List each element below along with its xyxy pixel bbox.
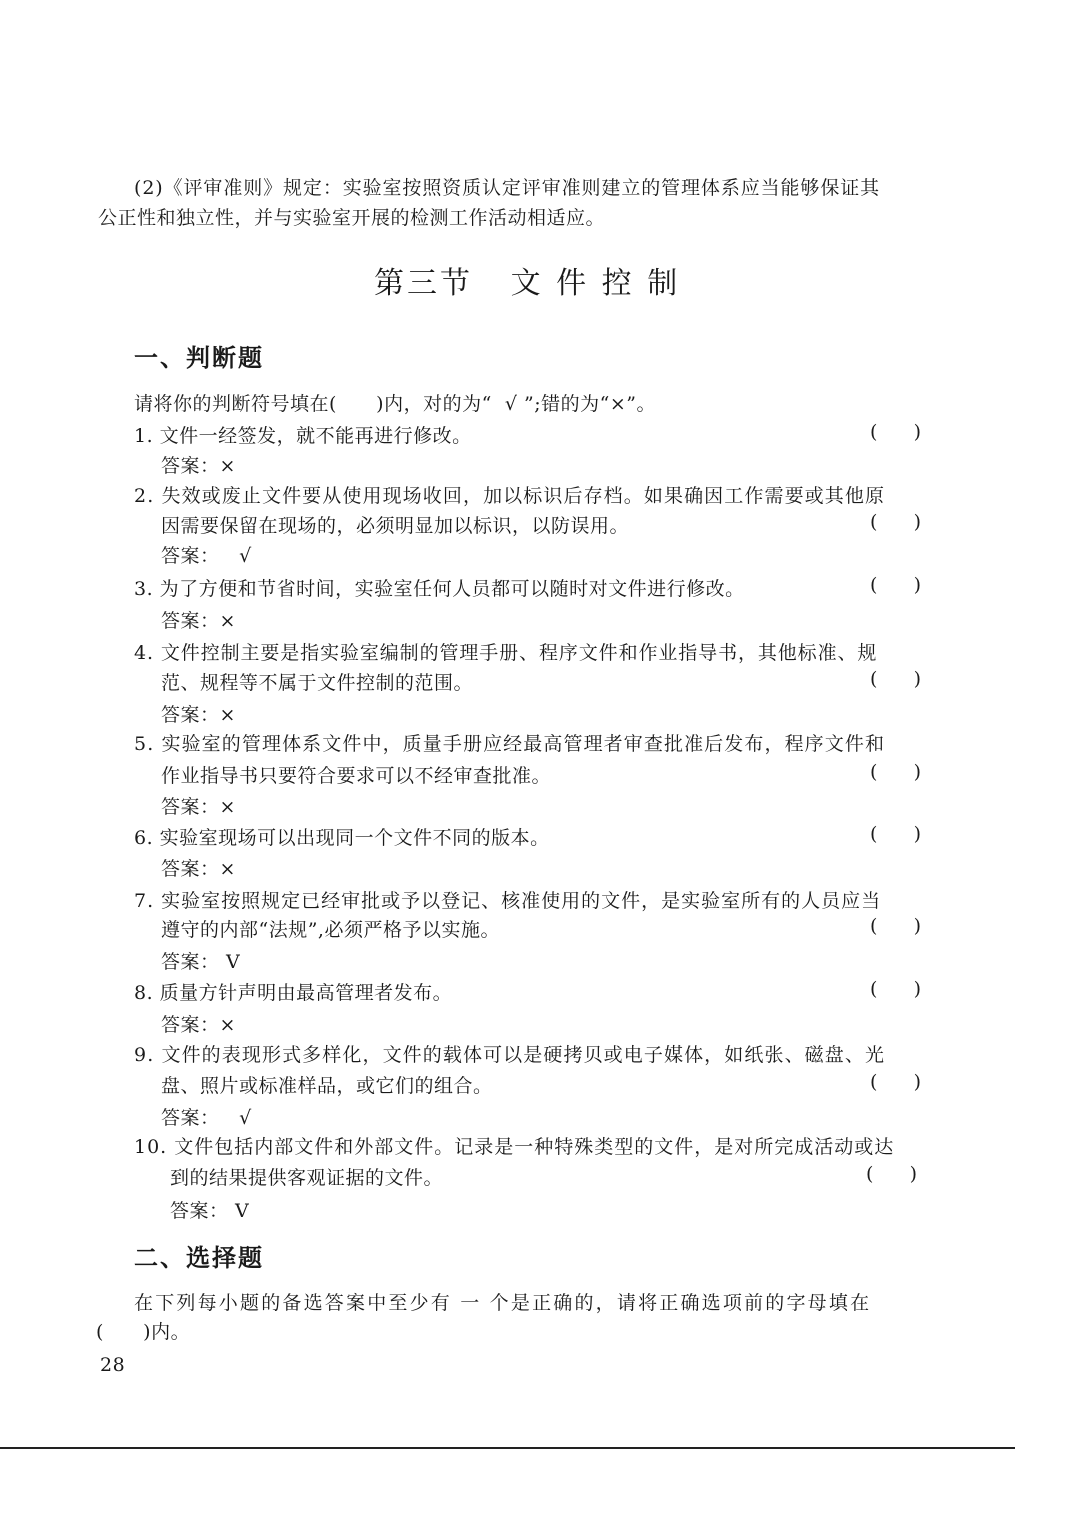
question-5-line-2: 作业指导书只要符合要求可以不经审查批准。	[161, 765, 552, 787]
question-9-line-2: 盘、照片或标准样品，或它们的组合。	[161, 1075, 493, 1097]
question-2-answer: 答案： √	[161, 545, 252, 567]
intro-line-2: 公正性和独立性，并与实验室开展的检测工作活动相适应。	[98, 207, 606, 229]
question-10-line-1: 10. 文件包括内部文件和外部文件。记录是一种特殊类型的文件，是对所完成活动或达	[134, 1136, 895, 1158]
part2-instruction-line-1: 在下列每小题的备选答案中至少有 一 个是正确的，请将正确选项前的字母填在	[134, 1292, 872, 1314]
question-10-line-2: 到的结果提供客观证据的文件。	[170, 1167, 444, 1189]
question-5-line-1: 5. 实验室的管理体系文件中，质量手册应经最高管理者审查批准后发布，程序文件和	[134, 733, 886, 755]
question-2-answer-blank[interactable]: ( )	[870, 511, 922, 533]
part1-instruction: 请将你的判断符号填在( )内，对的为“ √ ”;错的为“×”。	[134, 393, 656, 415]
section-title: 第三节 文 件 控 制	[374, 266, 681, 301]
question-9-answer: 答案： √	[161, 1107, 252, 1129]
question-5-answer: 答案：×	[161, 796, 236, 818]
question-6-answer: 答案：×	[161, 858, 236, 880]
question-10-answer: 答案： V	[170, 1200, 250, 1222]
question-4-answer-blank[interactable]: ( )	[870, 668, 922, 690]
question-3-answer: 答案：×	[161, 610, 236, 632]
question-4-line-1: 4. 文件控制主要是指实验室编制的管理手册、程序文件和作业指导书，其他标准、规	[134, 642, 878, 664]
question-9-answer-blank[interactable]: ( )	[870, 1071, 922, 1093]
question-8-answer: 答案：×	[161, 1014, 236, 1036]
question-8-line-1: 8. 质量方针声明由最高管理者发布。	[134, 982, 453, 1004]
question-7-line-1: 7. 实验室按照规定已经审批或予以登记、核准使用的文件，是实验室所有的人员应当	[134, 890, 882, 912]
question-10-answer-blank[interactable]: ( )	[866, 1163, 918, 1185]
question-6-answer-blank[interactable]: ( )	[870, 823, 922, 845]
intro-line-1: (2)《评审准则》规定：实验室按照资质认定评审准则建立的管理体系应当能够保证其	[134, 177, 881, 199]
part2-heading: 二、选择题	[134, 1243, 264, 1272]
question-2-line-2: 因需要保留在现场的，必须明显加以标识，以防误用。	[161, 515, 630, 537]
bottom-divider	[0, 1447, 1015, 1449]
question-4-answer: 答案：×	[161, 704, 236, 726]
question-3-line-1: 3. 为了方便和节省时间，实验室任何人员都可以随时对文件进行修改。	[134, 578, 745, 600]
question-6-line-1: 6. 实验室现场可以出现同一个文件不同的版本。	[134, 827, 550, 849]
part1-heading: 一、判断题	[134, 343, 264, 372]
question-3-answer-blank[interactable]: ( )	[870, 574, 922, 596]
question-1-answer: 答案：×	[161, 455, 236, 477]
part2-instruction-line-2: ( )内。	[96, 1321, 191, 1343]
question-5-answer-blank[interactable]: ( )	[870, 761, 922, 783]
question-7-answer-blank[interactable]: ( )	[870, 915, 922, 937]
question-9-line-1: 9. 文件的表现形式多样化，文件的载体可以是硬拷贝或电子媒体，如纸张、磁盘、光	[134, 1044, 886, 1066]
question-7-answer: 答案： V	[161, 951, 241, 973]
question-1-answer-blank[interactable]: ( )	[870, 421, 922, 443]
question-7-line-2: 遵守的内部“法规”,必须严格予以实施。	[161, 919, 500, 941]
question-8-answer-blank[interactable]: ( )	[870, 978, 922, 1000]
question-1-line-1: 1. 文件一经签发，就不能再进行修改。	[134, 425, 472, 447]
question-2-line-1: 2. 失效或废止文件要从使用现场收回，加以标识后存档。如果确因工作需要或其他原	[134, 485, 886, 507]
page-number: 28	[100, 1354, 126, 1376]
question-4-line-2: 范、规程等不属于文件控制的范围。	[161, 672, 474, 694]
